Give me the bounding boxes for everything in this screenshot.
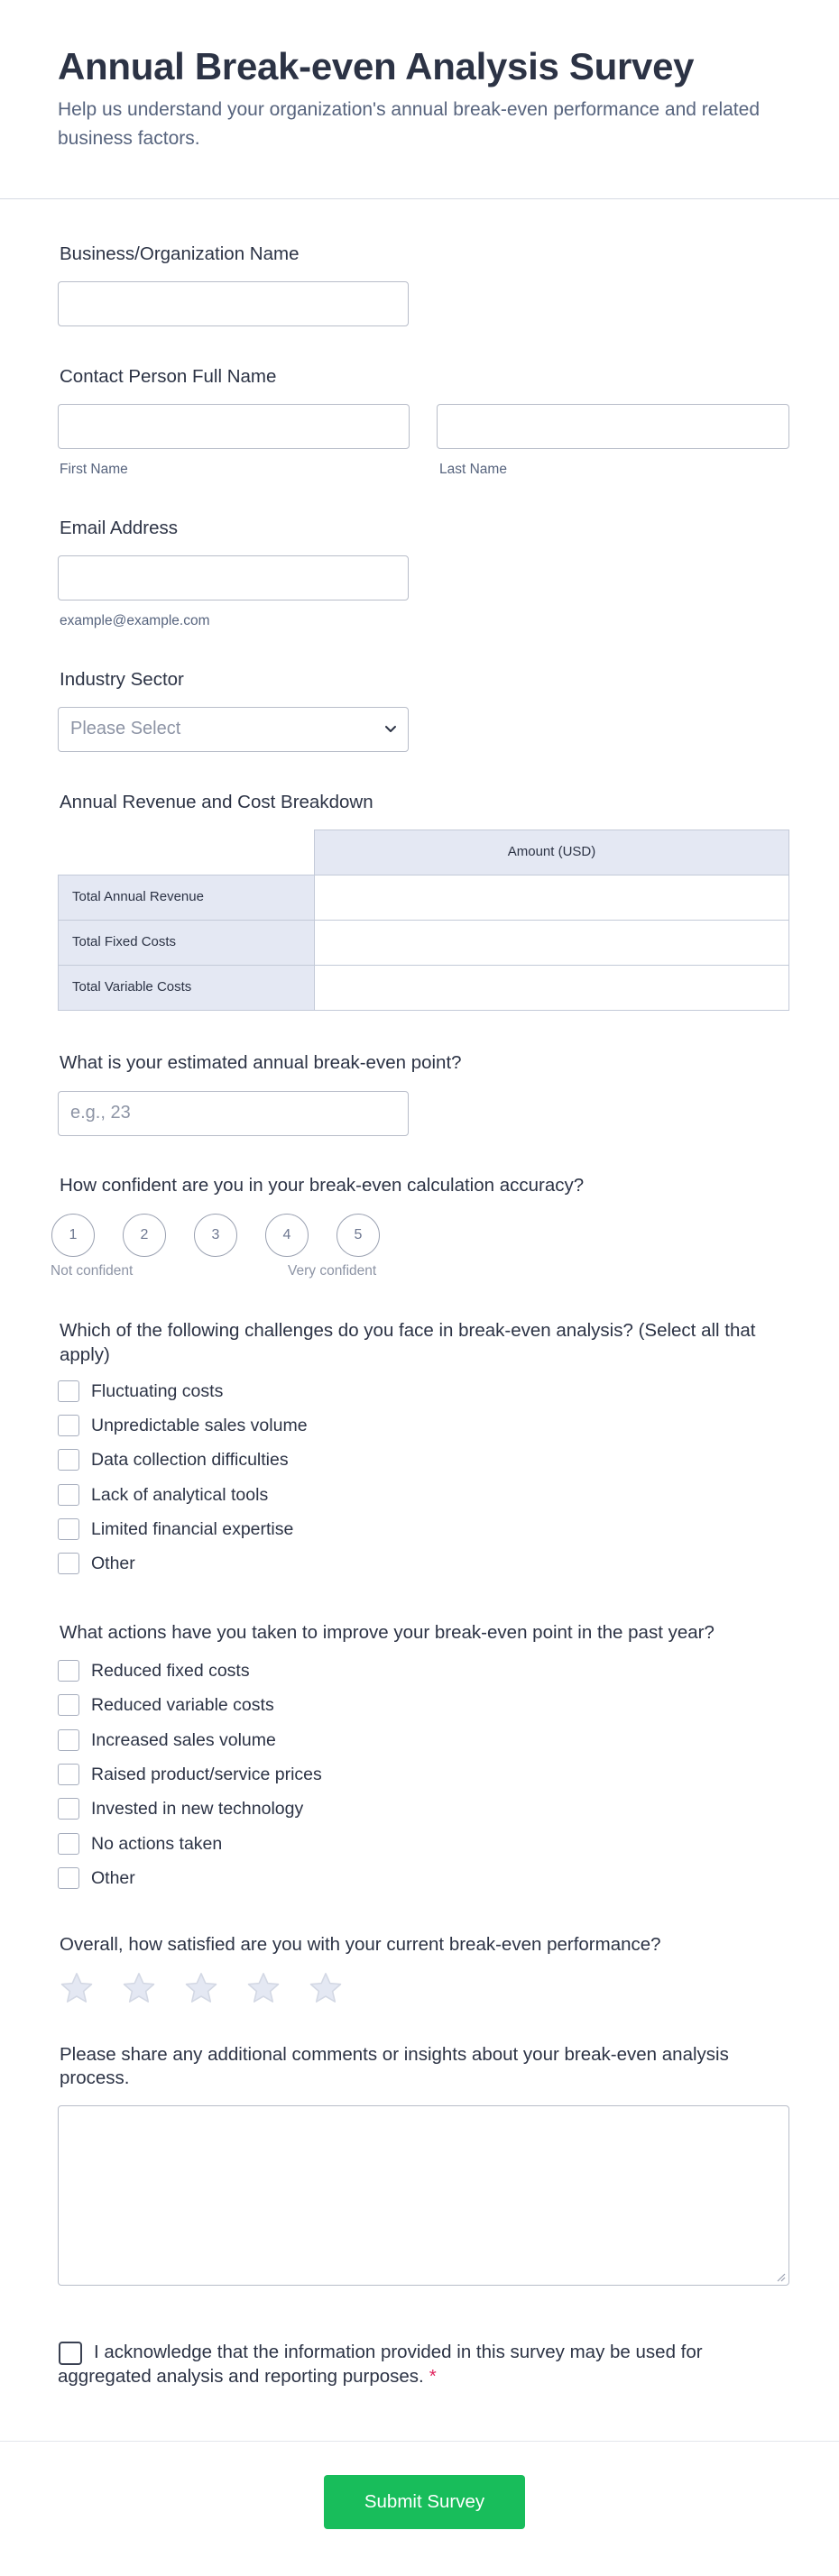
- comments-textarea[interactable]: [58, 2105, 789, 2286]
- scale-option-1[interactable]: 1: [51, 1214, 95, 1257]
- checkbox[interactable]: [58, 1798, 79, 1820]
- option-label: Invested in new technology: [91, 1799, 304, 1819]
- table-row-label: Total Annual Revenue: [58, 875, 315, 921]
- star-icon[interactable]: [60, 1971, 94, 2005]
- comments-label: Please share any additional comments or insights about your break-even analysis process.: [60, 2044, 729, 2088]
- checkbox[interactable]: [58, 1660, 79, 1682]
- scale-option-2[interactable]: 2: [123, 1214, 166, 1257]
- revenue-amount-input[interactable]: [314, 875, 789, 921]
- first-name-input[interactable]: [58, 404, 410, 449]
- acknowledge-label: I acknowledge that the information provided in this survey may be used for aggregated analysis and reporting purposes.: [58, 2342, 703, 2387]
- scale-high-label: Very confident: [288, 1263, 377, 1279]
- checkbox[interactable]: [58, 1380, 79, 1402]
- scale-option-4[interactable]: 4: [265, 1214, 309, 1257]
- checkbox[interactable]: [58, 1415, 79, 1436]
- required-mark: *: [429, 2366, 437, 2387]
- table-column-header: Amount (USD): [314, 830, 789, 875]
- breakeven-input[interactable]: [58, 1091, 409, 1136]
- submit-button[interactable]: Submit Survey: [324, 2475, 525, 2529]
- email-sublabel: example@example.com: [60, 613, 210, 628]
- option-label: Lack of analytical tools: [91, 1485, 269, 1505]
- scale-option-3[interactable]: 3: [194, 1214, 237, 1257]
- option-label: Other: [91, 1868, 135, 1888]
- satisfaction-label: Overall, how satisfied are you with your current break-even performance?: [60, 1934, 661, 1955]
- option-label: Fluctuating costs: [91, 1381, 224, 1401]
- actions-label: What actions have you taken to improve your break-even point in the past year?: [60, 1622, 715, 1643]
- industry-placeholder: Please Select: [70, 719, 181, 738]
- email-label: Email Address: [60, 518, 179, 538]
- star-icon[interactable]: [122, 1971, 156, 2005]
- option-label: Unpredictable sales volume: [91, 1416, 308, 1435]
- option-label: Limited financial expertise: [91, 1519, 294, 1539]
- form-title: Annual Break-even Analysis Survey: [58, 45, 695, 87]
- checkbox[interactable]: [58, 1833, 79, 1855]
- form-header: [0, 0, 839, 199]
- option-label: Reduced variable costs: [91, 1695, 274, 1715]
- table-row-label: Total Fixed Costs: [58, 920, 315, 966]
- checkbox[interactable]: [58, 1729, 79, 1751]
- checkbox[interactable]: [58, 1553, 79, 1574]
- confidence-label: How confident are you in your break-even calculation accuracy?: [60, 1175, 585, 1196]
- star-icon[interactable]: [246, 1971, 281, 2005]
- option-label: Raised product/service prices: [91, 1765, 322, 1784]
- checkbox[interactable]: [58, 1449, 79, 1471]
- star-icon[interactable]: [184, 1971, 218, 2005]
- star-icon[interactable]: [309, 1971, 343, 2005]
- option-label: Reduced fixed costs: [91, 1661, 250, 1681]
- resize-grip-icon[interactable]: [775, 2271, 786, 2282]
- email-input[interactable]: [58, 555, 409, 600]
- variable-costs-amount-input[interactable]: [314, 965, 789, 1011]
- breakdown-label: Annual Revenue and Cost Breakdown: [60, 792, 373, 812]
- checkbox[interactable]: [58, 1518, 79, 1540]
- option-label: Other: [91, 1554, 135, 1573]
- form-subtitle: Help us understand your organization's annual break-even performance and related business factors.: [58, 99, 760, 149]
- scale-option-5[interactable]: 5: [337, 1214, 380, 1257]
- option-label: Increased sales volume: [91, 1730, 276, 1750]
- option-label: No actions taken: [91, 1834, 223, 1854]
- table-row-label: Total Variable Costs: [58, 965, 315, 1011]
- industry-label: Industry Sector: [60, 669, 184, 690]
- breakeven-label: What is your estimated annual break-even point?: [60, 1052, 462, 1073]
- challenges-label: Which of the following challenges do you face in break-even analysis? (Select all that apply): [60, 1320, 756, 1365]
- acknowledge-text: [58, 2340, 743, 2388]
- checkbox[interactable]: [58, 1694, 79, 1716]
- contact-name-label: Contact Person Full Name: [60, 366, 277, 387]
- last-name-sublabel: Last Name: [439, 462, 507, 477]
- checkbox[interactable]: [58, 1867, 79, 1889]
- chevron-down-icon: [384, 725, 397, 734]
- business-name-label: Business/Organization Name: [60, 243, 300, 264]
- scale-low-label: Not confident: [51, 1263, 134, 1279]
- option-label: Data collection difficulties: [91, 1450, 289, 1470]
- business-name-input[interactable]: [58, 281, 409, 326]
- checkbox[interactable]: [58, 1764, 79, 1785]
- first-name-sublabel: First Name: [60, 462, 128, 477]
- industry-select[interactable]: [58, 707, 409, 752]
- checkbox[interactable]: [58, 1484, 79, 1506]
- fixed-costs-amount-input[interactable]: [314, 920, 789, 966]
- last-name-input[interactable]: [437, 404, 789, 449]
- breakeven-placeholder: e.g., 23: [70, 1103, 131, 1123]
